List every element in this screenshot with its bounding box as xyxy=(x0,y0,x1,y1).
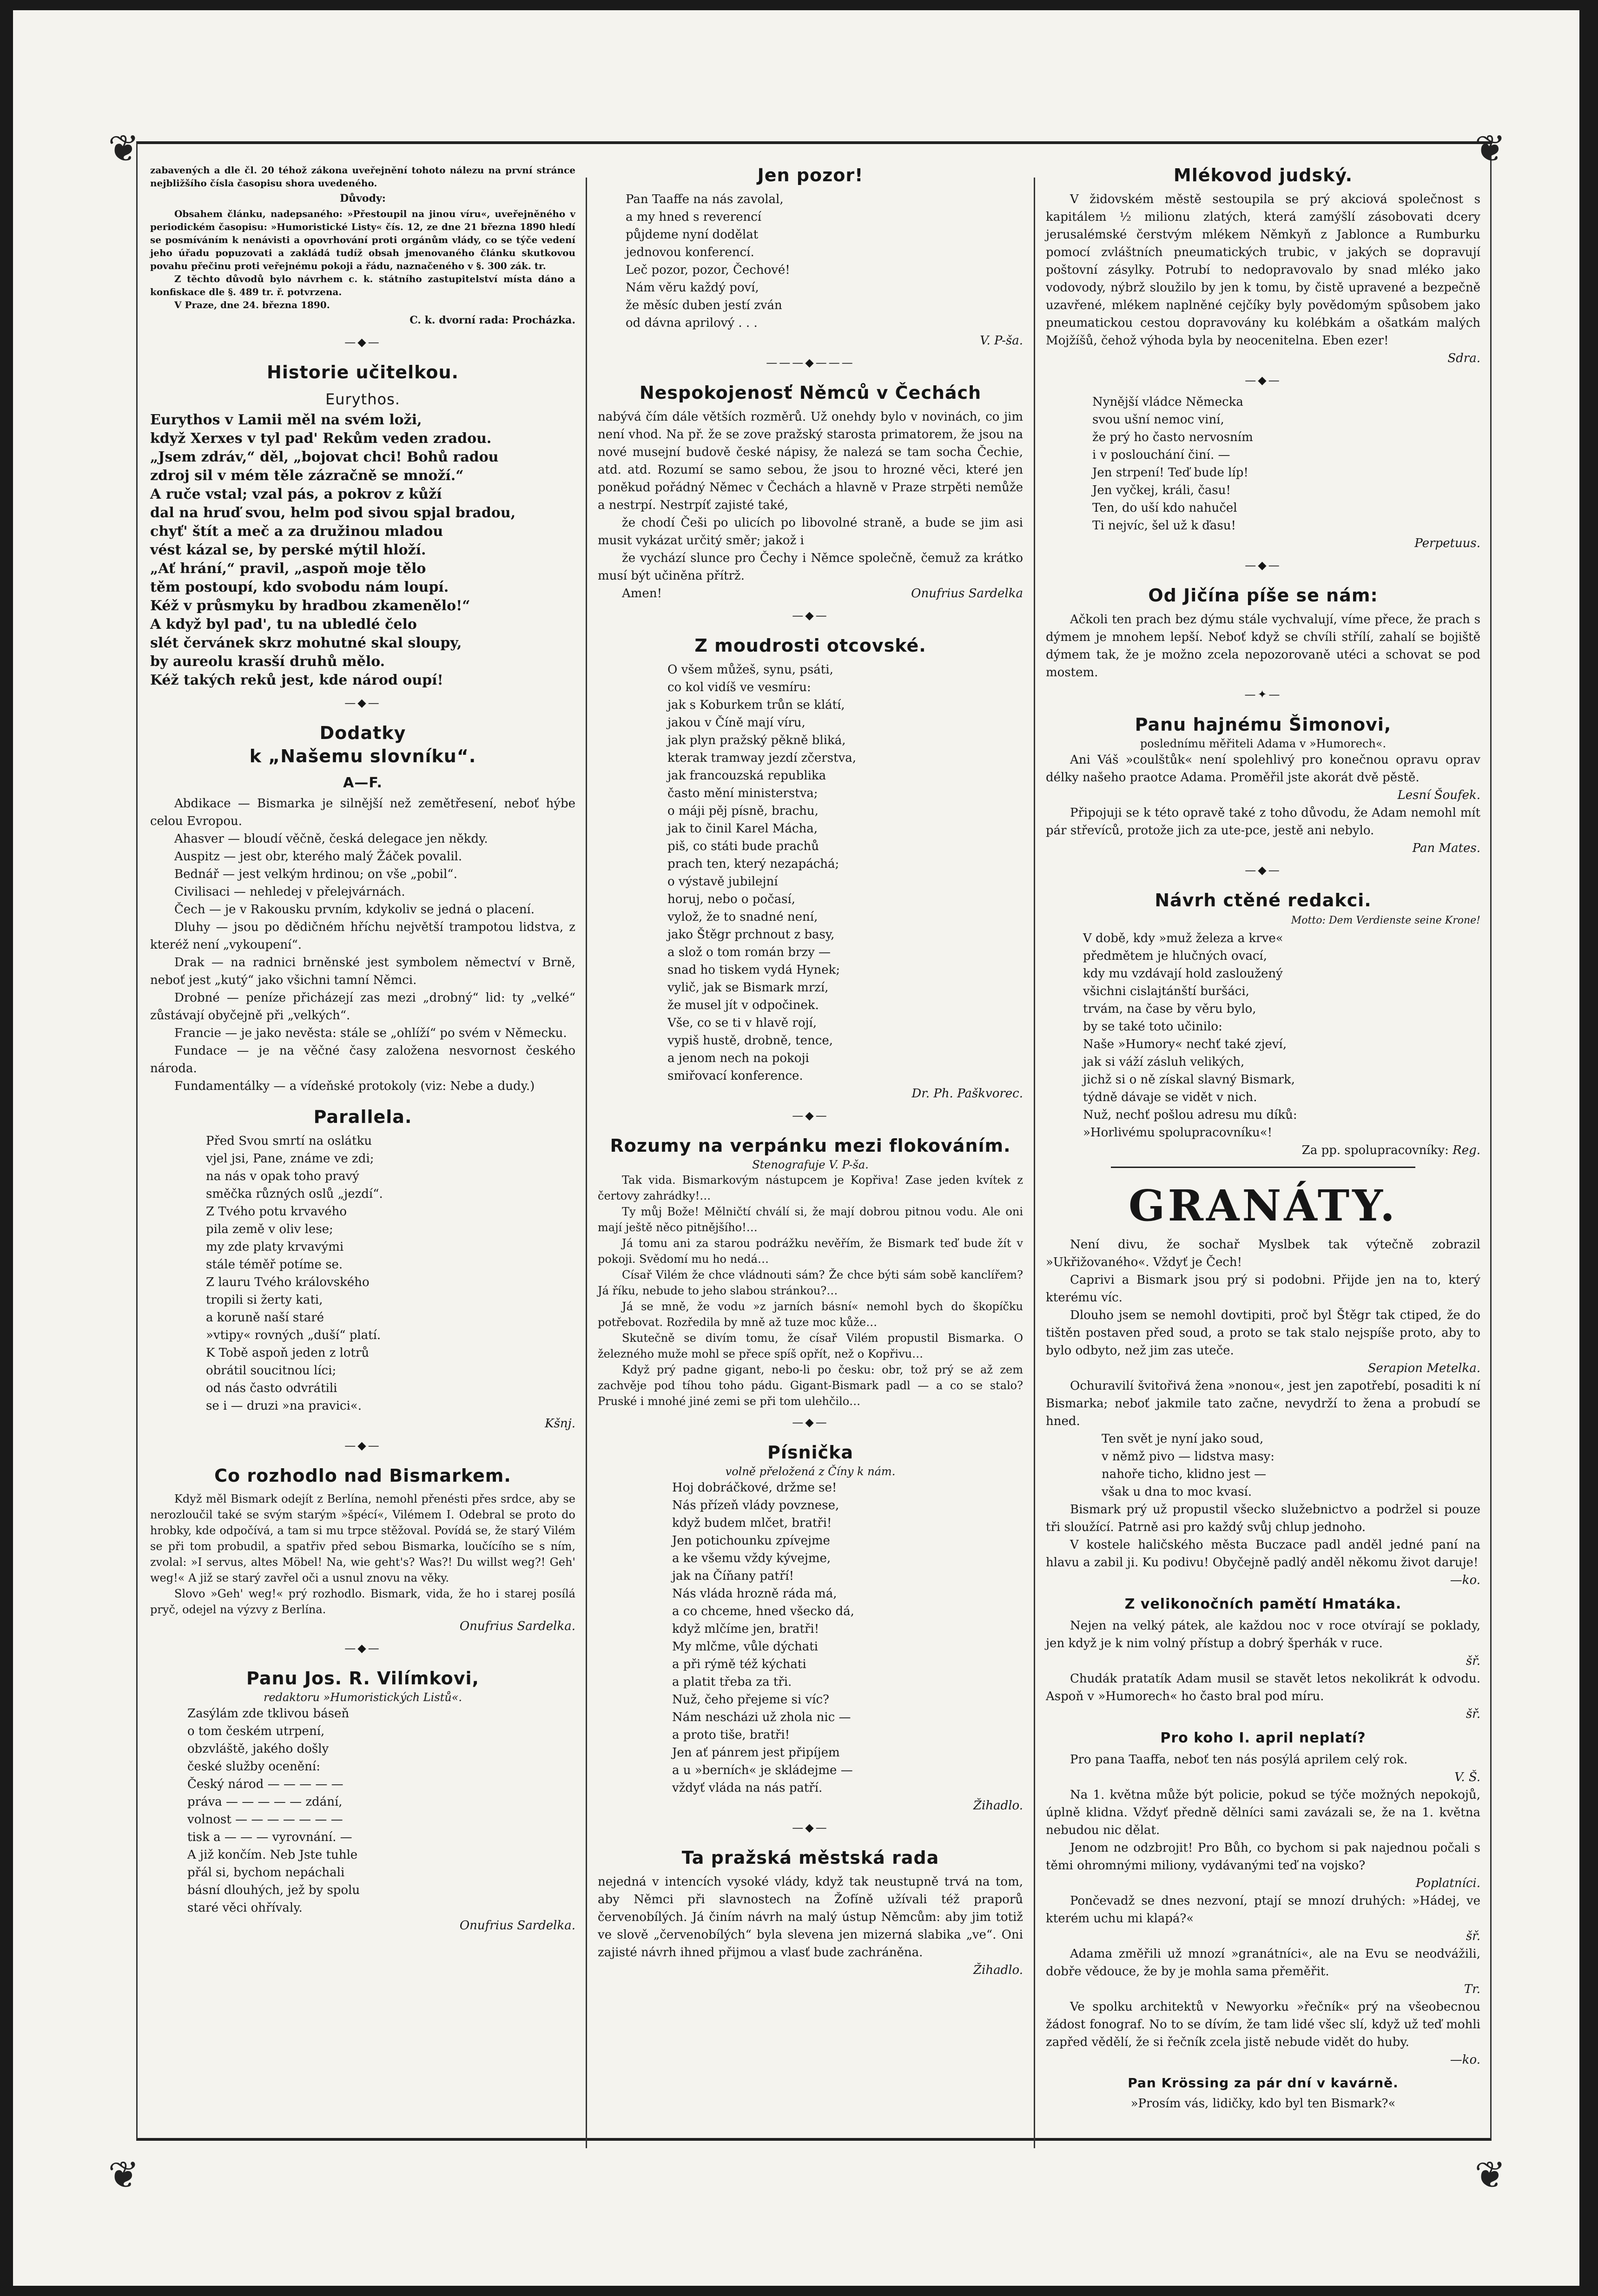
poem-navrh: V době, kdy »muž železa a krve« předmětem je hlučných ovací, kdy mu vzdávají hold zasloužený všichni cislajtánští buršáci, trvám, na čase by věru bylo, by se také toto učinilo: Naše »Humory« nechť také zjeví, jak si váží zásluh velikých, jichž si o ně získal slavný Bismark, týdně dávaje se vidět v nich. Nuž, nechť pošlou adresu mu díků: »Horlivému spolupracovníku«! xyxy=(1083,931,1297,1140)
article-title: Rozumy na verpánku mezi flokováním. xyxy=(610,1135,1011,1156)
article-title: Nespokojenosť Němců v Čechách xyxy=(639,383,982,403)
article-title: Z velikonočních pamětí Hmatáka. xyxy=(1124,1596,1402,1612)
article-title: Písnička xyxy=(767,1442,853,1463)
author-signature: Pan Mates. xyxy=(1412,841,1480,855)
author-signature: —ko. xyxy=(1450,1573,1480,1587)
corner-ornament-icon: ❦ xyxy=(1474,2153,1506,2197)
column-rule xyxy=(586,178,587,2148)
column-middle: Jen pozor! Pan Taaffe na nás zavolal, a my hned s reverencí půjdeme nyní dodělat jednovou konferencí. Leč pozor, pozor, Čechové! Nám věru každý poví, že měsíc duben jestí zván od dávna aprilový . . . V. P-ša. ———◆——— Nespokojenosť Němců v Čechách nabývá čím dále větších rozměrů. Už onehdy bylo v novinách, co jim není vhod. Na př. že se zove pražský starosta primatorem, že jsou na nové musejní budově české nápisy, že nalezá se tam socha Čechie, atd. atd. Rozumí se samo sebou, že jsou to hrozné věci, které jen poněkud pořádný Němec v Čechách a hlavně v Praze strpěti nemůže a nestrpí. Nestrpíť zajisté také, že chodí Češi po ulicích po libovolné straně, a bude se jim asi musit vykázat určitý směr; jakož i že vychází slunce pro Čechy i Němce společně, čemuž za krátko musí být učiněna přítrž. Amen! Onufrius Sardelka —◆— Z moudrosti otcovské. O všem můžeš, synu, psáti, co kol vidíš ve vesmíru: jak s Koburkem trůn se klátí, jakou v Číně mají víru, jak plyn pražský pěkně bliká, kterak tramway jezdí zčerstva, jak francouzská republika často mění ministerstva; o máji pěj písně, brachu, jak to činil Karel Mácha, piš, co státi bude prachů prach ten, který nezapáchá; o výstavě jubilejní horuj, nebo o počasí, vylož, že to snadné není, jako Štěgr prchnout z basy, a slož o tom román brzy — snad ho tiskem vydá Hynek; vylič, jak se Bismark mrzí, že musel jít v odpočinek. Vše, co se ti v hlavě rojí, vypiš hustě, drobně, tence, a jenom nech na pokoji smiřovací konference. Dr. Ph. Paškvorec. —◆— Rozumy na verpánku mezi flokováním. Stenografuje V. P-ša. Tak vida. Bismarkovým nástupcem je Kopřiva! Zase jeden kvítek z čertovy zahrádky!… Ty můj Bože! Mělničtí chválí si, že mají dobrou pitnou vodu. Ale oni mají ještě něco pitnějšího!… Já tomu ani za starou podrážku nevěřím, že Bismark teď bude žít v pokoji. Svědomí mu ho nedá… Císař Vilém že chce vládnouti sám? Že chce býti sám sobě kanclířem? Já říku, nebude to jeho slabou stránkou?… Já se mně, že vodu »z jarních básní« nemohl bych do škopíčku potřebovat. Rozředila by mně až tuze moc kůže… Skutečně se divím tomu, že císař Vilém propustil Bismarka. O železného muže mohl se přece spíš opřít, než o Kopřivu… Když prý padne gigant, nebo-li po česku: obr, tož prý se až zem zachvěje pod tíhou toho pádu. Gigant-Bismark padl — a co se stalo? Pruské i mnohé jiné zemi se při tom ulehčilo… —◆— Písnička volně přeložená z Číny k nám. Hoj dobráčkové, držme se! Nás přízeň vlády povznese, když budem mlčet, bratři! Jen potichounku zpívejme a ke všemu vždy kývejme, jak na Číňany patří! Nás vláda hrozně ráda má, a co chceme, hned všecko dá, když mlčíme jen, bratři! My mlčme, vůle dýchati a při rýmě též kýchati a platit třeba za tři. Nuž, čeho přejeme si víc? Nám nescházi už zhola nic — a proto tiše, bratři! Jen ať pánrem jest připíjem a u »berních« je skládejme — vždyť vláda na nás patří. Žihadlo. —◆— Ta pražská městská rada nejedná v intencích vysoké vlády, když tak neustupně trvá na tom, aby Němci při slavnostech na Žofíně užívali též praporů červenobílých. Já činím návrh na malý ústup Němcům: aby jim totiž ve slově „červenobílých“ byla slevena jen mizerná slabika „ve“. Oni zajisté návrh ihned přijmou a vlasť bude zachráněna. Žihadlo. xyxy=(598,164,1023,1979)
article-subtitle: redaktoru »Humoristických Listů«. xyxy=(263,1691,462,1704)
author-signature: Tr. xyxy=(1464,1982,1480,1996)
article-title: Parallela. xyxy=(313,1107,412,1127)
author-signature: Sdra. xyxy=(1447,351,1480,365)
divider-ornament: —◆— xyxy=(344,696,381,709)
article-title: Od Jičína píše se nám: xyxy=(1148,585,1378,606)
divider-ornament: —◆— xyxy=(1245,864,1281,877)
divider-ornament: —◆— xyxy=(792,1416,829,1429)
article-title: Jen pozor! xyxy=(757,165,864,185)
author-signature: Onufrius Sardelka. xyxy=(459,1919,575,1933)
column-right: Mlékovod judský. V židovském městě sestoupila se prý akciová společnost s kapitálem ½ milionu zlatých, která zamýšlí zásobovati dcery jerusalémské čerstvým mlékem Němkyň z Jablonce a Rumburku pomocí zvláštních pneumatických trubic, v jakých se dopravují poštovní zásylky. Potrubí to nedopravovalo by snad mléko jako vodovody, nýbrž sloužilo by jen k tomu, by čistě upravené a bezpečně uzavřené, mlékem naplněné cejčíky byly povědomým spůsobem jako pneumatickou cestou dopravovány ku kolébkám a ošatkám malých Mojžíšů, čehož výhoda byla by neocenitelna. Eben ezer! Sdra. —◆— Nynější vládce Německa svou ušní nemoc viní, že prý ho často nervosním i v poslouchání činí. — Jen strpení! Teď bude líp! Jen vyčkej, králi, času! Ten, do uší kdo nahučel Ti nejvíc, šel už k ďasu! Perpetuus. —◆— Od Jičína píše se nám: Ačkoli ten prach bez dýmu stále vychvalují, víme přece, že prach s dýmem je mnohem lepší. Neboť když se chvíli střílí, zahalí se bojiště dýmem tak, že je možno zcela nepozorovaně utéci a schovat se pod mostem. —✦— Panu hajnému Šimonovi, poslednímu měřiteli Adama v »Humorech«. Ani Váš »coulštůk« není spolehlivý pro konečnou opravu oprav délky našeho praotce Adama. Proměřil jste akorát dvě pěstě. Lesní Šoufek. Připojuji se k této opravě také z toho důvodu, že Adam nemohl mít pár střevíců, protože jich za ute-pce, jestě ani nebylo. Pan Mates. —◆— Návrh ctěné redakci. Motto: Dem Verdienste seine Krone! V době, kdy »muž železa a krve« předmětem je hlučných ovací, kdy mu vzdávají hold zasloužený všichni cislajtánští buršáci, trvám, na čase by věru bylo, by se také toto učinilo: Naše »Humory« nechť také zjeví, jak si váží zásluh velikých, jichž si o ně získal slavný Bismark, týdně dávaje se vidět v nich. Nuž, nechť pošlou adresu mu díků: »Horlivému spolupracovníku«! Za pp. spolupracovníky: Reg. GRANÁTY. Není divu, že sochař Myslbek tak výtečně zobrazil »Ukřižovaného«. Vždyť je Čech! Caprivi a Bismark jsou prý si podobni. Přijde jen na to, který kterému víc. Dlouho jsem se nemohl dovtipiti, proč byl Štěgr tak ctiped, že do tištěn postaven před soud, a proto se tak stalo nejspíše proto, aby to bylo odbyto, než jim zas uteče. Serapion Metelka. Ochuravilí švitořivá žena »nonou«, jest jen zapotřebí, posaditi k ní Bismarka; neboť jakmile tato začne, nevydrží to žena a probudí se hned. Ten svět je nyní jako soud, v němž pivo — lidstva masy: nahoře ticho, klidno jest — však u dna to moc kvasí. Bismark prý už propustil všecko služebnictvo a podržel si pouze tři sloužící. Patrně asi pro každý svůj chlup jednoho. V kostele haličského města Buczace padl anděl jedné paní na hlavu a zabil ji. Ku podivu! Obyčejně padlý anděl někomu život daruje! —ko. Z velikonočních pamětí Hmatáka. Nejen na velký pátek, ale každou noc v roce otvírají se poklady, jen když je k nim volný přístup a dobrý šperhák v ruce. šř. Chudák pratatík Adam musil se stavět letos nekolikrát k odvodu. Aspoň v »Humorech« ho často bral pod míru. šř. Pro koho I. april neplatí? Pro pana Taaffa, neboť ten nás posýlá aprilem celý rok. V. Š. Na 1. května může být policie, pokud se týče možných nepokojů, úplně klidna. Vždyť předně dělníci sami zavázali se, že na 1. května nebudou nic dělat. Jenom ne odzbrojit! Pro Bůh, co bychom si pak najednou počali s těmi ohromnými miliony, vydávanými teď na vojsko? Poplatníci. Pončevadž se dnes nezvoní, ptají se mnozí druhých: »Hádej, ve kterém uchu mi klapá?« šř. Adama změřili už mnozí »granátníci«, ale na Evu se neodvážili, dobře vědouce, že by je mohla sama přeměřit. Tr. Ve spolku architektů v Newyorku »řečník« prý na všeobecnou žádost fonograf. No to se dívím, že tam lidé všec slí, když už teď mohli zapřed vědělí, že si řečník zcela jistě nebude vidět do huby. —ko. Pan Krössing za pár dní v kavárně. »Prosím vás, lidičky, kdo byl ten Bismark?« xyxy=(1046,164,1480,2112)
range-label: A—F. xyxy=(343,775,383,791)
article-title: Panu Jos. R. Vilímkovi, xyxy=(246,1668,479,1689)
divider-ornament: —✦— xyxy=(1244,688,1282,701)
author-signature: šř. xyxy=(1466,1654,1480,1668)
author-signature: Perpetuus. xyxy=(1414,536,1480,550)
divider-ornament: ———◆——— xyxy=(766,356,855,369)
corner-ornament-icon: ❦ xyxy=(108,2153,139,2197)
poem-moudrost: O všem můžeš, synu, psáti, co kol vidíš ve vesmíru: jak s Koburkem trůn se klátí, jakou v Číně mají víru, jak plyn pražský pěkně bliká, kterak tramway jezdí zčerstva, jak francouzská republika často mění ministerstva; o máji pěj písně, brachu, jak to činil Karel Mácha, piš, co státi bude prachů prach ten, který nezapáchá; o výstavě jubilejní horuj, nebo o počasí, vylož, že to snadné není, jako Štěgr prchnout z basy, a slož o tom román brzy — snad ho tiskem vydá Hynek; vylič, jak se Bismark mrzí, že musel jít v odpočinek. Vše, co se ti v hlavě rojí, vypiš hustě, drobně, tence, a jenom nech na pokoji smiřovací konference. xyxy=(667,663,856,1083)
article-title: Mlékovod judský. xyxy=(1173,165,1353,185)
article-title: Návrh ctěné redakci. xyxy=(1155,890,1372,910)
confiscation-notice: zabavených a dle čl. 20 téhož zákona uveřejnění tohoto nálezu na první stránce nejbližšího čísla časopisu shora uvedeného. Důvody: Obsahem článku, nadepsaného: »Přestoupil na jinou víru«, uveřejněného v periodickém časopisu: »Humoristické Listy« čís. 12, ze dne 21 března 1890 hledí se posmíváním k nenávisti a opovrhování proti orgánům vlády, co se týče vedení jeho úřadu popuzovati a zakládá tudíž obsah jmenovaného článku skutkovou povahu přečinu proti veřejnému pokoji a řádu, naznačeného v §. 300 zák. tr. Z těchto důvodů bylo návrhem c. k. státního zastupitelství místa dáno a konfiskace dle §. 489 tr. ř. potvrzena. V Praze, dne 24. března 1890. C. k. dvorní rada: Procházka. xyxy=(150,165,575,326)
closing-quote: »Prosím vás, lidičky, kdo byl ten Bismark?« xyxy=(1130,2097,1396,2111)
divider-ornament: —◆— xyxy=(344,1642,381,1655)
poem-vladce: Nynější vládce Německa svou ušní nemoc viní, že prý ho často nervosním i v poslouchání činí. — Jen strpení! Teď bude líp! Jen vyčkej, králi, času! Ten, do uší kdo nahučel Ti nejvíc, šel už k ďasu! xyxy=(1092,395,1253,533)
author-signature: Onufrius Sardelka. xyxy=(459,1619,575,1633)
article-title: Ta pražská městská rada xyxy=(681,1847,939,1868)
dictionary-entries: Abdikace — Bismarka je silnější než zemětřesení, neboť hýbe celou Evropou. Ahasver — bloudí věčně, česká delegace jen někdy. Auspitz — jest obr, kterého malý Žáček povalil. Bednář — jest velkým hrdinou; on vše „pobil“. Civilisaci — nehledej v přelejvárnách. Čech — je v Rakousku prvním, kdykoliv se jedná o placení. Dluhy — jsou po dědičném hříchu největší trampotou lidstva, z kteréž není „vykoupení“. Drak — na radnici brněnské jest symbolem němectví v Brně, neboť jest „kutý“ jako všichni tamní Němci. Drobné — peníze přicházejí zas mezi „drobný“ lid: ty „velké“ zůstávají obyčejně při „velkých“. Francie — je jako nevěsta: stále se „ohlíží“ po svém v Německu. Fundace — je na věčné časy založena nesvornost českého národa. Fundamentálky — a vídeňské protokoly (viz: Nebe a dudy.) xyxy=(150,797,575,1093)
author-signature: Kšnj. xyxy=(545,1417,575,1431)
article-subtitle: Stenografuje V. P-ša. xyxy=(752,1158,869,1171)
newspaper-page xyxy=(13,10,1579,2286)
author-signature: Za pp. spolupracovníky: Reg. xyxy=(1301,1143,1480,1157)
author-signature: V. P-ša. xyxy=(980,334,1023,348)
section-rule xyxy=(1111,1167,1415,1168)
poem-pisnicka: Hoj dobráčkové, držme se! Nás přízeň vlády povznese, když budem mlčet, bratři! Jen potichounku zpívejme a ke všemu vždy kývejme, jak na Číňany patří! Nás vláda hrozně ráda má, a co chceme, hned všecko dá, když mlčíme jen, bratři! My mlčme, vůle dýchati a při rýmě též kýchati a platit třeba za tři. Nuž, čeho přejeme si víc? Nám nescházi už zhola nic — a proto tiše, bratři! Jen ať pánrem jest připíjem a u »berních« je skládejme — vždyť vláda na nás patří. xyxy=(672,1481,854,1795)
corner-ornament-icon: ❦ xyxy=(108,127,139,170)
corner-ornament-icon: ❦ xyxy=(1474,127,1506,170)
article-title: Panu hajnému Šimonovi, xyxy=(1135,714,1392,735)
author-signature: Serapion Metelka. xyxy=(1367,1361,1480,1375)
column-rule xyxy=(1034,178,1035,2148)
granaty-title: GRANÁTY. xyxy=(1128,1181,1398,1231)
author-signature: šř. xyxy=(1466,1707,1480,1721)
divider-ornament: —◆— xyxy=(1245,374,1281,387)
article-subtitle: k „Našemu slovníku“. xyxy=(249,746,476,766)
notice-heading: Důvody: xyxy=(340,192,386,205)
poem-granaty: Ten svět je nyní jako soud, v němž pivo — lidstva masy: nahoře ticho, klidno jest — však u dna to moc kvasí. xyxy=(1102,1432,1274,1499)
article-subtitle: volně přeložená z Číny k nám. xyxy=(725,1465,896,1478)
author-signature: Žihadlo. xyxy=(973,1799,1023,1813)
article-title: Pan Krössing za pár dní v kavárně. xyxy=(1128,2075,1399,2091)
author-signature: Dr. Ph. Paškvorec. xyxy=(911,1087,1023,1101)
author-signature: Lesní Šoufek. xyxy=(1397,788,1480,802)
rozumy-paragraphs: Tak vida. Bismarkovým nástupcem je Kopřiva! Zase jeden kvítek z čertovy zahrádky!… Ty můj Bože! Mělničtí chválí si, že mají dobrou pitnou vodu. Ale oni mají ještě něco pitnějšího!… Já tomu ani za starou podrážku nevěřím, že Bismark teď bude žít v pokoji. Svědomí mu ho nedá… Císař Vilém že chce vládnouti sám? Že chce býti sám sobě kanclířem? Já říku, nebude to jeho slabou stránkou?… Já se mně, že vodu »z jarních básní« nemohl bych do škopíčku potřebovat. Rozředila by mně až tuze moc kůže… Skutečně se divím tomu, že císař Vilém propustil Bismarka. O železného muže mohl se přece spíš opřít, než o Kopřivu… Když prý padne gigant, nebo-li po česku: obr, tož prý se až zem zachvěje pod tíhou toho pádu. Gigant-Bismark padl — a co se stalo? Pruské i mnohé jiné zemi se při tom ulehčilo… xyxy=(598,1174,1023,1408)
article-title: Pro koho I. april neplatí? xyxy=(1160,1730,1366,1746)
motto: Motto: Dem Verdienste seine Krone! xyxy=(1291,915,1480,926)
divider-ornament: —◆— xyxy=(792,1109,829,1122)
divider-ornament: —◆— xyxy=(344,336,381,349)
divider-ornament: —◆— xyxy=(792,609,829,622)
poem-parallela: Před Svou smrtí na oslátku vjel jsi, Pane, známe ve zdi; na nás v opak toho pravý směčka různých oslů „jezdí“. Z Tvého potu krvavého pila země v oliv lese; my zde platy krvavými stále téměř potíme se. Z lauru Tvého královského tropili si žerty kati, a koruně naší staré »vtipy« rovných „duší“ platí. K Tobě aspoň jeden z lotrů obrátil soucitnou líci; od nás často odvrátili se i — druzi »na pravici«. xyxy=(206,1134,383,1413)
author-signature: —ko. xyxy=(1450,2053,1480,2067)
author-signature: Poplatníci. xyxy=(1415,1876,1480,1890)
author-signature: Žihadlo. xyxy=(973,1963,1023,1977)
poem-historie: Eurythos v Lamii měl na svém loži, když Xerxes v tyl pad' Rekům veden zradou. „Jsem zdráv,“ děl, „bojovat chci! Bohů radou zdroj sil v mém těle zázračně se množí.“ A ruče vstal; vzal pás, a pokrov z kůží dal na hruď svou, helm pod sivou spjal bradou, chyť' štít a meč a za družinou mladou vést kázal se, by perské mýtil hloží. „Ať hrání,“ pravil, „aspoň moje tělo těm postoupí, kdo svobodu nám loupí. Kéž v průsmyku by hradbou zkamenělo!“ A když byl pad', tu na ubledlé čelo slét červánek skrz mohutné skal sloupy, by aureolu krasší druhů mělo. Kéž takých reků jest, kde národ oupí! xyxy=(150,412,516,688)
column-left: zabavených a dle čl. 20 téhož zákona uveřejnění tohoto nálezu na první stránce nejbližšího čísla časopisu shora uvedeného. Důvody: Obsahem článku, nadepsaného: »Přestoupil na jinou víru«, uveřejněného v periodickém časopisu: »Humoristické Listy« čís. 12, ze dne 21 března 1890 hledí se posmíváním k nenávisti a opovrhování proti orgánům vlády, co se týče vedení jeho úřadu popuzovati a zakládá tudíž obsah jmenovaného článku skutkovou povahu přečinu proti veřejnému pokoji a řádu, naznačeného v §. 300 zák. tr. Z těchto důvodů bylo návrhem c. k. státního zastupitelství místa dáno a konfiskace dle §. 489 tr. ř. potvrzena. V Praze, dne 24. března 1890. C. k. dvorní rada: Procházka. —◆— Historie učitelkou. Eurythos. Eurythos v Lamii měl na svém loži, když Xerxes v tyl pad' Rekům veden zradou. „Jsem zdráv,“ děl, „bojovat chci! Bohů radou zdroj sil v mém těle zázračně se množí.“ A ruče vstal; vzal pás, a pokrov z kůží dal na hruď svou, helm pod sivou spjal bradou, chyť' štít a meč a za družinou mladou vést kázal se, by perské mýtil hloží. „Ať hrání,“ pravil, „aspoň moje tělo těm postoupí, kdo svobodu nám loupí. Kéž v průsmyku by hradbou zkamenělo!“ A když byl pad', tu na ubledlé čelo slét červánek skrz mohutné skal sloupy, by aureolu krasší druhů mělo. Kéž takých reků jest, kde národ oupí! —◆— Dodatky k „Našemu slovníku“. A—F. Abdikace — Bismarka je silnější než zemětřesení, neboť hýbe celou Evropou. Ahasver — bloudí věčně, česká delegace jen někdy. Auspitz — jest obr, kterého malý Žáček povalil. Bednář — jest velkým hrdinou; on vše „pobil“. Civilisaci — nehledej v přelejvárnách. Čech — je v Rakousku prvním, kdykoliv se jedná o placení. Dluhy — jsou po dědičném hříchu největší trampotou lidstva, z kteréž není „vykoupení“. Drak — na radnici brněnské jest symbolem němectví v Brně, neboť jest „kutý“ jako všichni tamní Němci. Drobné — peníze přicházejí zas mezi „drobný“ lid: ty „velké“ zůstávají obyčejně při „velkých“. Francie — je jako nevěsta: stále se „ohlíží“ po svém v Německu. Fundace — je na věčné časy založena nesvornost českého národa. Fundamentálky — a vídeňské protokoly (viz: Nebe a dudy.) Parallela. Před Svou smrtí na oslátku vjel jsi, Pane, známe ve zdi; na nás v opak toho pravý směčka různých oslů „jezdí“. Z Tvého potu krvavého pila země v oliv lese; my zde platy krvavými stále téměř potíme se. Z lauru Tvého královského tropili si žerty kati, a koruně naší staré »vtipy« rovných „duší“ platí. K Tobě aspoň jeden z lotrů obrátil soucitnou líci; od nás často odvrátili se i — druzi »na pravici«. Kšnj. —◆— Co rozhodlo nad Bismarkem. Když měl Bismark odejít z Berlína, nemohl přenésti přes srdce, aby se nerozloučil také se svým starým »špécí«, Vilémem I. Odebral se proto do hrobky, kde odpočívá, a tam si mu trpce stěžoval. Povídá se, že starý Vilém se při tom probudil, a spatřiv před sebou Bismarka, loučícího se s ním, zvolal: »I servus, altes Möbel! Na, wie geht's? Was?! Du willst weg?! Geh' weg!« A již se starý zavřel oči a usnul znovu na věky. Slovo »Geh' weg!« prý rozhodlo. Bismark, vida, že ho i starej posílá pryč, odejel na výzvy z Berlína. Onufrius Sardelka. —◆— Panu Jos. R. Vilímkovi, redaktoru »Humoristických Listů«. Zasýlám zde tklivou báseň o tom českém utrpení, obzvláště, jakého došly české služby ocenění: Český národ — — — — — práva — — — — — zdání, volnost — — — — — — — tisk a — — — vyrovnání. — A již končím. Neb Jste tuhle přál si, bychom nepáchali básní dlouhých, jež by spolu staré věci ohřívaly. Onufrius Sardelka. xyxy=(150,164,575,1934)
divider-ornament: —◆— xyxy=(344,1439,381,1452)
poem-vilimek: Zasýlám zde tklivou báseň o tom českém utrpení, obzvláště, jakého došly české služby ocenění: Český národ — — — — — práva — — — — — zdání, volnost — — — — — — — tisk a — — — vyrovnání. — A již končím. Neb Jste tuhle přál si, bychom nepáchali básní dlouhých, jež by spolu staré věci ohřívaly. xyxy=(187,1707,360,1915)
article-title: Co rozhodlo nad Bismarkem. xyxy=(214,1465,511,1486)
signature-row: Amen! Onufrius Sardelka xyxy=(622,587,1023,600)
divider-ornament: —◆— xyxy=(792,1821,829,1834)
poem-subtitle: Eurythos. xyxy=(325,390,400,408)
article-subtitle: poslednímu měřiteli Adama v »Humorech«. xyxy=(1140,737,1387,750)
article-title: Dodatky xyxy=(319,723,406,743)
article-title: Historie učitelkou. xyxy=(267,362,459,383)
author-signature: šř. xyxy=(1466,1929,1480,1943)
author-signature: V. Š. xyxy=(1454,1770,1480,1784)
divider-ornament: —◆— xyxy=(1245,559,1281,572)
article-title: Z moudrosti otcovské. xyxy=(694,635,926,656)
poem-pozor: Pan Taaffe na nás zavolal, a my hned s reverencí půjdeme nyní dodělat jednovou konferencí. Leč pozor, pozor, Čechové! Nám věru každý poví, že měsíc duben jestí zván od dávna aprilový . . . xyxy=(626,192,790,330)
